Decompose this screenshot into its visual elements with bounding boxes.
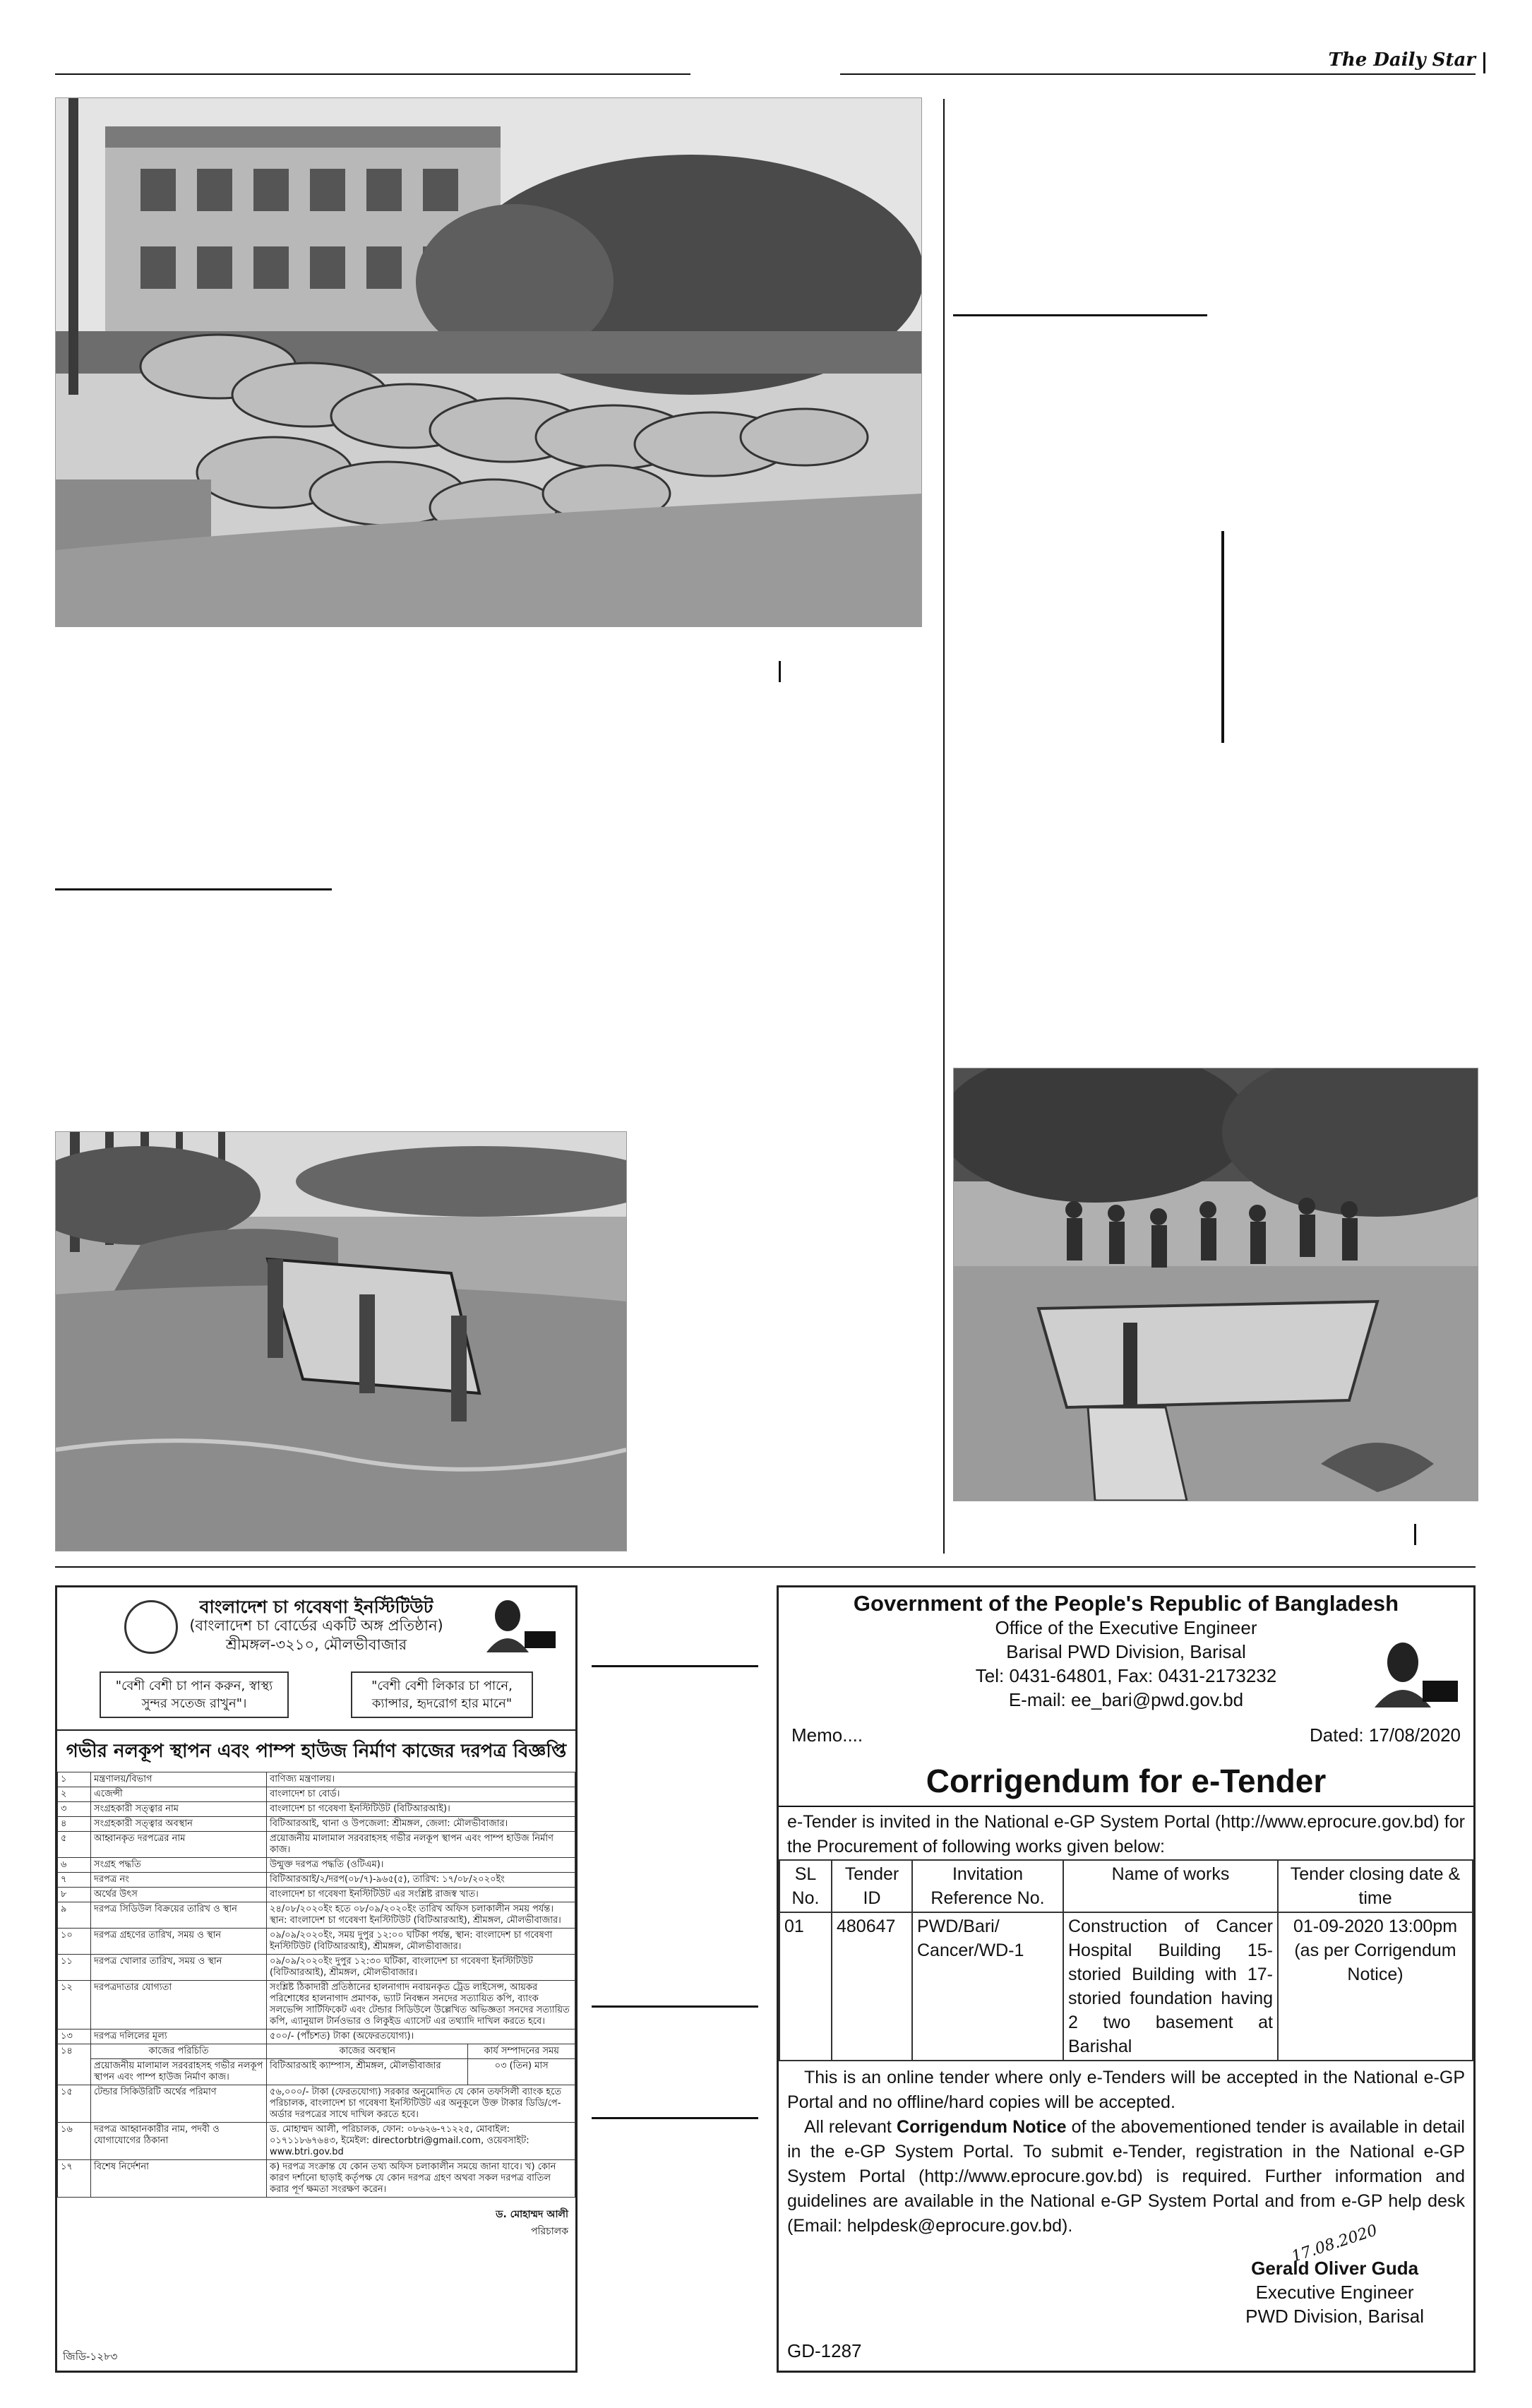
table-row: ৭ দরপত্র নং বিটিআরআই/২/দরপ(০৮/৭)-৯৬৫(৫), তারিখ: ১৭/০৮/২০২০ইং (58, 1873, 575, 1888)
section-divider (55, 1566, 1476, 1568)
bangla-tender-table (57, 1772, 575, 2198)
online-paragraph: This is an online tender where only e-Tenders will be accepted in the National e-GP Portal and no offline/hard copies will be accepted. (787, 2068, 1465, 2112)
top-rule-right (840, 73, 1476, 75)
table-row: ৪ সংগ্রহকারী সত্ত্বার অবস্থান বিটিআরআই, থানা ও উপজেলা: শ্রীমঙ্গল, জেলা: মৌলভীবাজার। (58, 1817, 575, 1832)
table-row: ১৪ কাজের পরিচিতি কাজের অবস্থান কার্য সম্পাদনের সময় (58, 2044, 575, 2059)
table-row: ১ মন্ত্রণালয়/বিভাগ বাণিজ্য মন্ত্রণালয়। (58, 1772, 575, 1787)
table-row: ১৫ টেন্ডার সিকিউরিটি অর্থের পরিমাণ ৫৬,০০০/- টাকা (ফেরতযোগ্য) সরকার অনুমোদিত যে কোন তফসিলী ব্যাংক হতে পরিচালক, বাংলাদেশ চা গবেষণা ইনস্টিটিউট এর অনুকূলে উক্ত টাকার ডিডি/পে-অর্ডার দরপত্রের সাথে দাখিল করতে হবে। (58, 2085, 575, 2123)
signature-block (1245, 2222, 1424, 2328)
table-row: ৩ সংগ্রহকারী সত্ত্বার নাম বাংলাদেশ চা গবেষণা ইনস্টিটিউট (বিটিআরআই)। (58, 1802, 575, 1817)
table-row: ১০ দরপত্র গ্রহণের তারিখ, সময় ও স্থান ০৯/০৯/২০২০ইং, সময় দুপুর ১২:০০ ঘটিকা পর্যন্ত, স্থান: বাংলাদেশ চা গবেষণা ইনস্টিটিউট (বিটিআরআই), শ্রীমঙ্গল, মৌলভীবাজার। (58, 1929, 575, 1955)
table-row: ৮ অর্থের উৎস বাংলাদেশ চা গবেষণা ইনস্টিটিউট এর সংশ্লিষ্ট রাজস্ব খাত। (58, 1888, 575, 1902)
table-row: ৬ সংগ্রহ পদ্ধতি উন্মুক্ত দরপত্র পদ্ধতি (ওটিএম)। (58, 1858, 575, 1873)
division-line: Barisal PWD Division, Barisal (1006, 1641, 1246, 1662)
table-row: ১২ দরপত্রদাতার যোগ্যতা সংশ্লিষ্ট ঠিকাদারী প্রতিষ্ঠানের হালনাগাদ নবায়নকৃত ট্রেড লাইসেন্স, আয়কর পরিশোধের হালনাগাদ প্রমাণক, ভ্যাট নিবন্ধন সনদের সত্যায়িত কপি, ব্যাংক সলভেন্সি সার্টিফিকেট এবং টেন্ডার সিডিউলে উল্লেখিত অভিজ্ঞতা সনদের সত্যায়িত কপি, এ্যানুয়াল টার্নওভার ও লিকুইড এ্যাসেট এর তথ্যাদি দাখিল করতে হবে। (58, 1981, 575, 2029)
pull-quote-bar (1221, 531, 1224, 743)
table-row: 01 480647 PWD/Bari/ Cancer/WD-1 Construction of Cancer Hospital Building 15-storied Building with 17-storied foundation having 2 two basement at Barishal 01-09-2020 13:00pm (as per Corrigendum Notice) (779, 1912, 1473, 2061)
signature-date: 17.08.2020 (1289, 2222, 1380, 2266)
table-row: ১৬ দরপত্র আহ্বানকারীর নাম, পদবী ও যোগাযোগের ঠিকানা ড. মোহাম্মদ আলী, পরিচালক, ফোন: ০৮৬২৬-৭১২২৫, মোবাইল: ০১৭১১৮৬৭৬৪৩, ইমেইল: directorbtri@gmail.com, ওয়েবসাইট: www.btri.gov.bd (58, 2123, 575, 2160)
table-row: ১৩ দরপত্র দলিলের মূল্য ৫০০/- (পাঁচশত) টাকা (অফেরতযোগ্য)। (58, 2029, 575, 2044)
table-row: ৯ দরপত্র সিডিউল বিক্রয়ের তারিখ ও স্থান ২৪/০৮/২০২০ইং হতে ০৮/০৯/২০২০ইং তারিখ অফিস চলাকালীন সময় পর্যন্ত। স্থান: বাংলাদেশ চা গবেষণা ইনস্টিটিউট (বিটিআরআই), শ্রীমঙ্গল, মৌলভীবাজার। (58, 1902, 575, 1929)
dated-label: Dated: 17/08/2020 (1310, 1724, 1461, 1746)
btri-org-name: বাংলাদেশ চা গবেষণা ইনস্টিটিউট (199, 1597, 433, 1617)
tender-table: SL No. Tender ID Invitation Reference No. Name of works Tender closing date & time 01 480647 PWD/Bari/ Cancer/WD-1 Construction of Cancer Hospital Building 15-storied Building with 17-storied foundation having 2 two basement at Barishal 01-09-2020 13:00pm (as per Corrigendum Notice) (779, 1859, 1473, 2061)
corrigendum-title: Corrigendum for e-Tender (926, 1763, 1327, 1799)
signer-name: Gerald Oliver Guda (1251, 2258, 1419, 2279)
bangla-ad-code: জিডি-১২৮৩ (63, 2350, 118, 2363)
bangla-tender-ad (55, 1585, 578, 2373)
column-divider (943, 99, 945, 1554)
table-row: প্রয়োজনীয় মালামাল সরবরাহসহ গভীর নলকূপ স্থাপন এবং পাম্প হাউজ নির্মাণ কাজ। বিটিআরআই ক্যাম্পাস, শ্রীমঙ্গল, মৌলভীবাজার ০৩ (তিন) মাস (58, 2059, 575, 2085)
email-line: E-mail: ee_bari@pwd.gov.bd (1008, 1689, 1244, 1710)
caption-mark-right (1414, 1524, 1416, 1545)
title-rule (779, 1806, 1473, 1807)
btri-org-sub: (বাংলাদেশ চা বোর্ডের একটি অঙ্গ প্রতিষ্ঠান) (189, 1617, 443, 1634)
btri-logo-icon (124, 1600, 178, 1654)
masthead-logo: The Daily Star (1328, 49, 1476, 71)
office-line: Office of the Executive Engineer (995, 1617, 1257, 1638)
slogan-right: "বেশী বেশী লিকার চা পানে, ক্যান্সার, হৃদরোগ হার মানে" (351, 1671, 533, 1718)
caption-mark-left (779, 661, 781, 682)
signer-office: PWD Division, Barisal (1245, 2306, 1424, 2327)
eprocure-link-2[interactable]: http://www.eprocure.gov.bd (924, 2166, 1137, 2186)
english-ad-code: GD-1287 (787, 2340, 862, 2361)
top-rule-left (55, 73, 690, 75)
bangla-signer-title: পরিচালক (530, 2226, 568, 2237)
english-corrigendum-ad (777, 1585, 1476, 2373)
photo-submerged-bridge (55, 1131, 627, 1551)
left-headline-rule (55, 888, 332, 890)
table-row: ১৭ বিশেষ নির্দেশনা ক) দরপত্র সংক্রান্ত যে কোন তথ্য অফিস চলাকালীন সময়ে জানা যাবে। খ) কোন কারণ দর্শানো ছাড়াই কর্তৃপক্ষ যে কোন দরপত্র গ্রহণ অথবা সকল দরপত্র বাতিল করার পূর্ণ ক্ষমতা সংরক্ষণ করেন। (58, 2160, 575, 2198)
eprocure-link[interactable]: http://www.eprocure.gov.bd (1221, 1812, 1434, 1832)
slogan-left: "বেশী বেশী চা পান করুন, স্বাস্থ্য সুন্দর সতেজ রাখুন"। (100, 1671, 289, 1718)
bangla-ad-title: গভীর নলকূপ স্থাপন এবং পাম্প হাউজ নির্মাণ কাজের দরপত্র বিজ্ঞপ্তি (57, 1729, 575, 1768)
bangla-signer-name: ড. মোহাম্মদ আলী (496, 2209, 568, 2220)
photo-villagers-bridge (953, 1068, 1478, 1501)
mujib-centenary-logo-icon (1360, 1637, 1459, 1707)
helpdesk-email-link[interactable]: helpdesk@eprocure.gov.bd (846, 2216, 1063, 2236)
mujib-centenary-logo-icon (479, 1596, 557, 1652)
masthead-bar (1483, 52, 1485, 73)
tel-line: Tel: 0431-64801, Fax: 0431-2173232 (975, 1665, 1277, 1686)
ad-gap-rule-2 (592, 2005, 758, 2008)
notice-paragraph: All relevant Corrigendum Notice of the abovementioned tender is available in detail in the e-GP System Portal. To submit e-Tender, registration in the National e-GP System Portal (http://www.eprocure.gov.bd) is required. Further information and guidelines are available in the National e-GP System Portal and from e-GP help desk (Email: helpdesk@eprocure.gov.bd). (787, 2117, 1465, 2236)
ad-gap-rule-1 (592, 1665, 758, 1667)
memo-label: Memo.... (791, 1724, 863, 1746)
table-row: ২ এজেন্সী বাংলাদেশ চা বোর্ড। (58, 1787, 575, 1802)
table-row: ১১ দরপত্র খোলার তারিখ, সময় ও স্থান ০৯/০৯/২০২০ইং দুপুর ১২:৩০ ঘটিকা, বাংলাদেশ চা গবেষণা ইনস্টিটিউট (বিটিআরআই), শ্রীমঙ্গল, মৌলভীবাজার। (58, 1955, 575, 1981)
table-row: ৫ আহ্বানকৃত দরপত্রের নাম প্রয়োজনীয় মালামাল সরবরাহসহ গভীর নলকূপ স্থাপন এবং পাম্প হাউজ নির্মাণ কাজ। (58, 1832, 575, 1858)
intro-paragraph: e-Tender is invited in the National e-GP System Portal (http://www.eprocure.gov.bd) for the Procurement of following works given below: (787, 1812, 1465, 1856)
gov-heading: Government of the People's Republic of Bangladesh (853, 1591, 1399, 1616)
ad-gap-rule-3 (592, 2117, 758, 2119)
btri-org-address: শ্রীমঙ্গল-৩২১০, মৌলভীবাজার (225, 1636, 407, 1653)
signer-title: Executive Engineer (1255, 2282, 1414, 2303)
right-headline-rule (953, 314, 1207, 316)
photo-flood-sandbags (55, 97, 922, 627)
